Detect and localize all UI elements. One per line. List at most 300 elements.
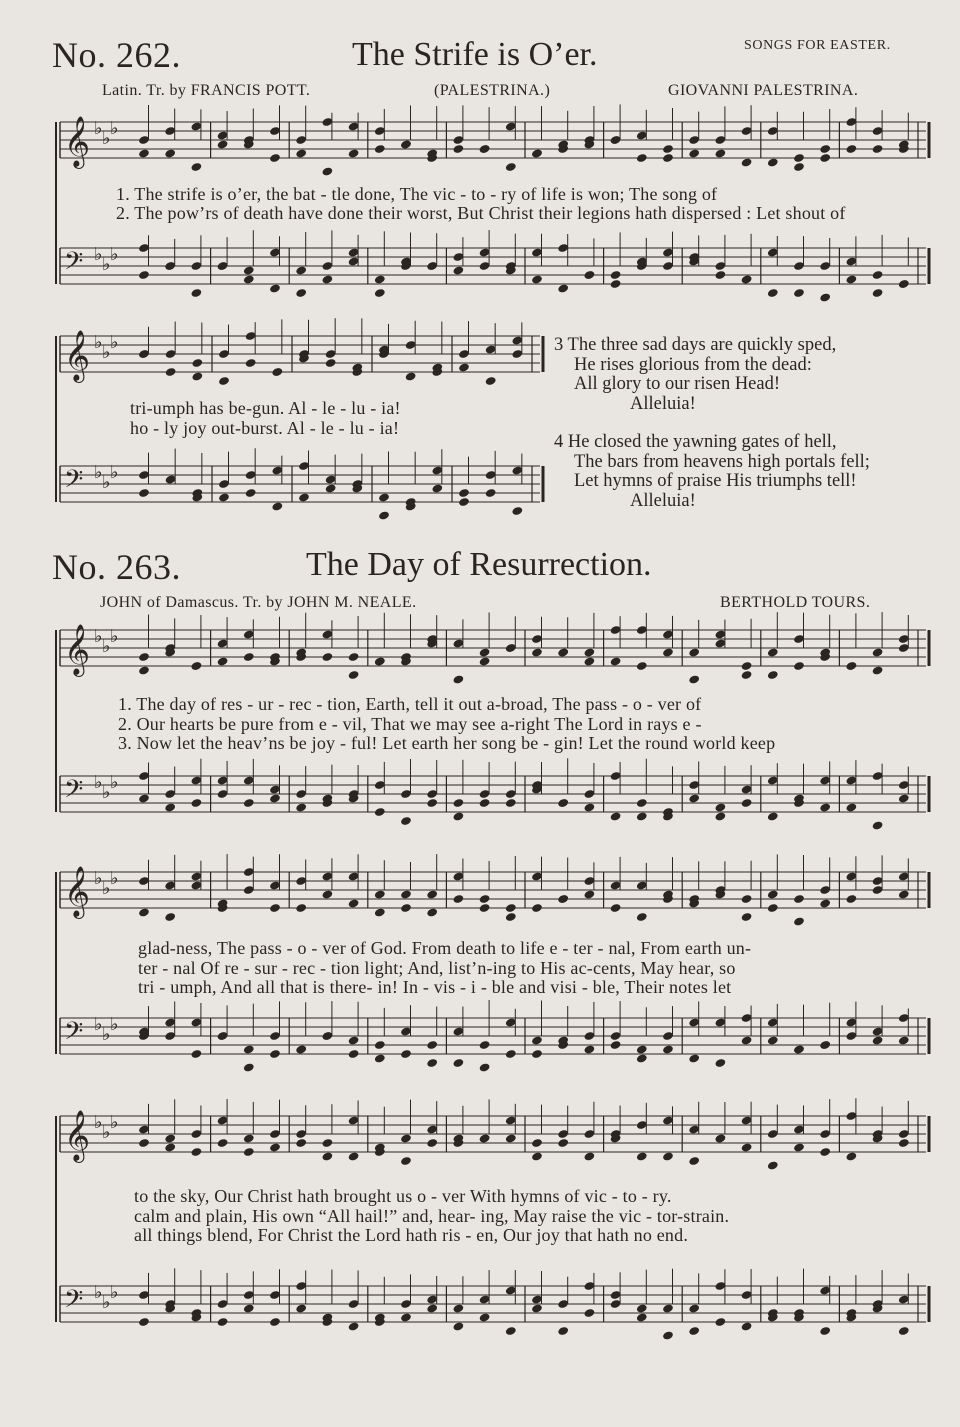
h263-system-2-treble-notehead [321, 889, 333, 899]
h263-system-2-bass-notehead [741, 1035, 753, 1045]
hymn-263-lyric-line: tri - umph, And all that is there- in! In - vis - i - ble and visi - ble, Their notes let [138, 977, 732, 997]
h263-system-3-treble-notehead [662, 1151, 674, 1161]
h263-system-2-bass-notehead [374, 1040, 386, 1050]
h263-system-2-treble-notehead [636, 912, 648, 922]
h263-system-3-bass-notehead [898, 1326, 910, 1336]
h262-system-1-bass-notehead [190, 288, 202, 298]
h263-system-1-treble-notehead [688, 647, 700, 657]
h263-system-3-bass-notehead [479, 1312, 491, 1322]
h263-system-2-treble-notehead [610, 903, 622, 913]
h263-system-2-bass-notehead [636, 1053, 648, 1063]
h263-system-2-bass-notehead [479, 1062, 491, 1072]
h263-system-3-treble-notehead [400, 1133, 412, 1143]
flat-icon: ♭ [110, 118, 119, 139]
h263-system-1-treble-notehead [845, 661, 857, 671]
h262-system-1-bass-notehead [819, 292, 831, 302]
h263-system-3-bass-notehead [217, 1317, 229, 1327]
h263-system-2-treble-notehead [400, 889, 412, 899]
h262-system-2-treble-notehead [485, 376, 497, 386]
h263-system-2-bass-notehead [348, 1049, 360, 1059]
flat-icon: ♭ [110, 1282, 119, 1303]
h263-system-1-bass-notehead [426, 798, 438, 808]
h263-system-2-bass-notehead [714, 1058, 726, 1068]
hymn-263-lyric-line: 2. Our hearts be pure from e - vil, That we may see a-right The Lord in rays e - [118, 714, 702, 734]
h263-system-2-bass-notehead [636, 1044, 648, 1054]
h263-system-2-bass-notehead [505, 1049, 517, 1059]
h263-system-2-treble-notehead [295, 903, 307, 913]
h263-system-3-bass-notehead [688, 1326, 700, 1336]
h263-system-3-bass-notehead [400, 1312, 412, 1322]
h263-system-1-bass-notehead [819, 802, 831, 812]
h263-system-3-treble-notehead [898, 1138, 910, 1148]
h262-system-1-treble-notehead [793, 153, 805, 163]
h263-system-2-treble-notehead [164, 912, 176, 922]
h263-system-1-bass-notehead [505, 798, 517, 808]
flat-icon: ♭ [102, 636, 111, 657]
h263-system-1-treble-notehead [348, 652, 360, 662]
h262-system-2-bass-notehead [511, 506, 523, 516]
h262-system-2-treble-notehead [325, 358, 337, 368]
h262-system-1-bass-notehead [295, 265, 307, 275]
h262-system-1-treble-notehead [819, 144, 831, 154]
h263-system-2-treble-notehead [583, 889, 595, 899]
hymn-263-lyric-line: 1. The day of res - ur - rec - tion, Earth, tell it out a-broad, The pass - o - ver of [118, 694, 702, 714]
h263-system-1-bass-notehead [898, 793, 910, 803]
h263-system-2-treble-notehead [348, 898, 360, 908]
h262-system-1-treble-notehead [819, 153, 831, 163]
h262-system-2-bass-notehead [325, 483, 337, 493]
h262-system-1-treble-notehead [505, 162, 517, 172]
h263-system-3-bass-notehead [269, 1317, 281, 1327]
h262-system-2-bass-notehead [458, 488, 470, 498]
h262-system-1-bass-notehead [295, 288, 307, 298]
h263-system-2-treble-notehead [741, 894, 753, 904]
h262-system-1-treble-notehead [348, 148, 360, 158]
h262-system-1-bass-notehead [872, 288, 884, 298]
h262-system-2-treble-notehead [405, 371, 417, 381]
h263-system-3-treble-notehead [845, 1151, 857, 1161]
h262-system-2-treble-notehead [458, 362, 470, 372]
h262-system-1-treble-notehead [636, 153, 648, 163]
h262-system-1-treble-notehead [400, 139, 412, 149]
h263-system-3-bass-notehead [741, 1321, 753, 1331]
h263-system-1-treble-notehead [557, 647, 569, 657]
h263-system-2-bass-notehead [348, 1035, 360, 1045]
flat-icon: ♭ [102, 1122, 111, 1143]
flat-icon: ♭ [110, 332, 119, 353]
h262-system-2-bass-notehead [378, 510, 390, 520]
treble-clef-icon: 𝄞 [64, 866, 91, 917]
h263-system-2-bass-notehead [819, 1040, 831, 1050]
flat-icon: ♭ [102, 878, 111, 899]
h263-system-2-treble-notehead [557, 894, 569, 904]
h263-system-1-bass-notehead [688, 793, 700, 803]
h263-system-3-treble-notehead [793, 1142, 805, 1152]
h263-system-1-treble-notehead [138, 665, 150, 675]
hymn-262-credit-right: GIOVANNI PALESTRINA. [668, 82, 859, 99]
h262-system-1-treble-notehead [714, 148, 726, 158]
h263-system-1-bass-notehead [269, 793, 281, 803]
hymn-263-title: The Day of Resurrection. [306, 546, 652, 583]
flat-icon: ♭ [102, 782, 111, 803]
h263-system-1-bass-notehead [845, 802, 857, 812]
h263-system-1-bass-notehead [610, 811, 622, 821]
treble-clef-icon: 𝄞 [64, 624, 91, 675]
h262-system-1-bass-notehead [845, 274, 857, 284]
h263-system-3-bass-notehead [138, 1317, 150, 1327]
verse-line: Alleluia! [630, 393, 696, 414]
h263-system-3-bass-notehead [714, 1317, 726, 1327]
h263-system-3-bass-notehead [636, 1303, 648, 1313]
h263-system-2-treble-notehead [400, 903, 412, 913]
flat-icon: ♭ [110, 868, 119, 889]
h263-system-1-treble-notehead [348, 670, 360, 680]
h263-system-1-treble-notehead [872, 665, 884, 675]
h263-system-1-treble-notehead [374, 656, 386, 666]
hymn-263-lyric-line: all things blend, For Christ the Lord hath ris - en, Our joy that hath no end. [134, 1225, 689, 1245]
h263-system-2-treble-notehead [898, 889, 910, 899]
h263-system-2-bass-notehead [400, 1049, 412, 1059]
h263-system-2-treble-notehead [426, 907, 438, 917]
treble-clef-icon: 𝄞 [64, 116, 91, 167]
h262-system-1-treble-notehead [793, 162, 805, 172]
h263-system-1-treble-notehead [688, 674, 700, 684]
h263-system-1-treble-notehead [243, 652, 255, 662]
h263-system-3-bass-notehead [243, 1303, 255, 1313]
h263-system-1-treble-notehead [767, 647, 779, 657]
h263-system-3-treble-notehead [636, 1151, 648, 1161]
section-label: SONGS FOR EASTER. [744, 38, 891, 53]
h263-system-3-treble-notehead [321, 1151, 333, 1161]
h263-system-2-treble-notehead [426, 889, 438, 899]
h263-system-3-treble-notehead [767, 1160, 779, 1170]
h263-system-1-treble-notehead [583, 647, 595, 657]
hymn-262-lyric-line: 1. The strife is o’er, the bat - tle done, The vic - to - ry of life is won; The song of [116, 184, 718, 204]
h262-system-2-bass-notehead [138, 488, 150, 498]
h262-system-1-treble-notehead [452, 144, 464, 154]
h262-system-1-treble-notehead [688, 148, 700, 158]
h263-system-3-treble-notehead [741, 1142, 753, 1152]
h263-system-1-bass-notehead [138, 793, 150, 803]
h263-system-2-treble-notehead [767, 889, 779, 899]
flat-icon: ♭ [94, 244, 103, 265]
h262-system-2-bass-notehead [458, 497, 470, 507]
h263-system-2-treble-notehead [793, 894, 805, 904]
flat-icon: ♭ [94, 118, 103, 139]
h263-system-1-bass-notehead [452, 811, 464, 821]
flat-icon: ♭ [110, 462, 119, 483]
h263-system-2-bass-notehead [479, 1040, 491, 1050]
h263-system-1-treble-notehead [636, 661, 648, 671]
h263-system-2-bass-notehead [243, 1062, 255, 1072]
h262-system-2-bass-notehead [298, 492, 310, 502]
h263-system-3-treble-notehead [348, 1151, 360, 1161]
verse-line: The bars from heavens high portals fell; [574, 451, 870, 472]
h263-system-2-bass-notehead [452, 1058, 464, 1068]
hymn-262-credit-left: Latin. Tr. by FRANCIS POTT. [102, 82, 311, 99]
h262-system-1-bass-notehead [243, 265, 255, 275]
h262-system-1-treble-notehead [845, 144, 857, 154]
h263-system-2-treble-notehead [374, 907, 386, 917]
h263-system-2-bass-notehead [688, 1053, 700, 1063]
h263-system-2-treble-notehead [269, 903, 281, 913]
h262-system-1-bass-notehead [793, 288, 805, 298]
flat-icon: ♭ [110, 1014, 119, 1035]
h263-system-3-bass-notehead [819, 1326, 831, 1336]
flat-icon: ♭ [110, 772, 119, 793]
h263-system-3-bass-notehead [452, 1303, 464, 1313]
h262-system-1-treble-notehead [138, 148, 150, 158]
h263-system-3-treble-notehead [243, 1147, 255, 1157]
h263-system-2-treble-notehead [479, 894, 491, 904]
hymn-262-lyric-line: 2. The pow’rs of death have done their worst, But Christ their legions hath dispersed : Let shout of [116, 203, 846, 223]
h262-system-2-treble-notehead [191, 358, 203, 368]
h262-system-1-treble-notehead [374, 144, 386, 154]
flat-icon: ♭ [94, 772, 103, 793]
h263-system-3-bass-notehead [426, 1303, 438, 1313]
h262-system-2-bass-notehead [431, 483, 443, 493]
flat-icon: ♭ [110, 1112, 119, 1133]
h262-system-1-treble-notehead [872, 144, 884, 154]
h263-system-1-treble-notehead [767, 670, 779, 680]
h262-system-1-treble-notehead [217, 139, 229, 149]
bass-clef-icon: 𝄢 [64, 1017, 84, 1052]
h263-system-3-treble-notehead [557, 1138, 569, 1148]
h262-system-1-bass-notehead [321, 274, 333, 284]
hymn-263-lyric-line: 3. Now let the heav’ns be joy - ful! Let earth her song be - gin! Let the round world keep [118, 733, 776, 753]
h263-system-3-treble-notehead [583, 1151, 595, 1161]
h263-system-3-treble-notehead [243, 1133, 255, 1143]
h263-system-1-treble-notehead [662, 647, 674, 657]
h263-system-3-bass-notehead [557, 1326, 569, 1336]
h262-system-1-treble-notehead [164, 148, 176, 158]
flat-icon: ♭ [94, 1014, 103, 1035]
h263-system-3-treble-notehead [164, 1133, 176, 1143]
hymn-262-lyric-line: ho - ly joy out-burst. Al - le - lu - ia! [130, 418, 400, 438]
verse-line: He rises glorious from the dead: [574, 354, 812, 375]
h262-system-1-bass-notehead [138, 270, 150, 280]
flat-icon: ♭ [102, 1292, 111, 1313]
flat-icon: ♭ [94, 332, 103, 353]
h262-system-2-bass-notehead [245, 488, 257, 498]
h263-system-2-bass-notehead [374, 1053, 386, 1063]
h262-system-1-bass-notehead [610, 270, 622, 280]
h263-system-3-treble-notehead [138, 1138, 150, 1148]
h263-system-3-treble-notehead [217, 1138, 229, 1148]
h263-system-3-treble-notehead [688, 1156, 700, 1166]
h263-system-3-bass-notehead [662, 1330, 674, 1340]
h263-system-1-bass-notehead [295, 802, 307, 812]
verse-line: Alleluia! [630, 490, 696, 511]
h262-system-2-treble-notehead [191, 371, 203, 381]
h263-system-2-bass-notehead [269, 1049, 281, 1059]
h263-system-1-bass-notehead [767, 811, 779, 821]
h263-system-1-bass-notehead [557, 798, 569, 808]
h263-system-2-bass-notehead [295, 1044, 307, 1054]
h263-system-3-treble-notehead [426, 1138, 438, 1148]
h263-system-2-treble-notehead [452, 894, 464, 904]
h263-system-3-treble-notehead [164, 1142, 176, 1152]
flat-icon: ♭ [94, 1112, 103, 1133]
h263-system-3-treble-notehead [190, 1147, 202, 1157]
h263-system-1-treble-notehead [479, 647, 491, 657]
h262-system-1-bass-notehead [872, 270, 884, 280]
h263-system-1-bass-notehead [714, 811, 726, 821]
bass-clef-icon: 𝄢 [64, 1285, 84, 1320]
h263-system-3-treble-notehead [819, 1147, 831, 1157]
h263-system-3-bass-notehead [452, 1321, 464, 1331]
h262-system-2-bass-notehead [271, 501, 283, 511]
h263-system-2-treble-notehead [505, 903, 517, 913]
h263-system-1-treble-notehead [872, 647, 884, 657]
h262-system-2-bass-notehead [485, 488, 497, 498]
h262-system-1-treble-notehead [321, 166, 333, 176]
h263-system-3-bass-notehead [505, 1326, 517, 1336]
h263-system-1-bass-notehead [714, 802, 726, 812]
flat-icon: ♭ [110, 626, 119, 647]
h262-system-1-treble-notehead [531, 148, 543, 158]
h263-system-3-treble-notehead [400, 1156, 412, 1166]
h263-system-2-bass-notehead [243, 1044, 255, 1054]
h263-system-2-bass-notehead [426, 1040, 438, 1050]
flat-icon: ♭ [102, 472, 111, 493]
h263-system-1-treble-notehead [741, 661, 753, 671]
h263-system-1-treble-notehead [531, 647, 543, 657]
h263-system-2-bass-notehead [583, 1044, 595, 1054]
verse-line: 4 He closed the yawning gates of hell, [554, 432, 837, 452]
flat-icon: ♭ [94, 626, 103, 647]
h262-system-1-bass-notehead [610, 279, 622, 289]
h262-system-1-treble-notehead [662, 144, 674, 154]
h263-system-2-treble-notehead [138, 907, 150, 917]
h262-system-2-treble-notehead [165, 367, 177, 377]
hymn-262-title: The Strife is O’er. [352, 36, 598, 73]
h263-system-1-treble-notehead [217, 656, 229, 666]
h262-system-1-bass-notehead [243, 274, 255, 284]
h262-system-1-bass-notehead [374, 274, 386, 284]
h263-system-1-treble-notehead [479, 656, 491, 666]
h263-system-1-bass-notehead [479, 798, 491, 808]
h262-system-2-bass-notehead [218, 492, 230, 502]
h263-system-1-treble-notehead [138, 652, 150, 662]
h262-system-1-bass-notehead [714, 270, 726, 280]
h263-system-2-treble-notehead [741, 912, 753, 922]
hymn-262-lyric-line: tri-umph has be-gun. Al - le - lu - ia! [130, 398, 401, 418]
hymn-263-lyric-line: to the sky, Our Christ hath brought us o - ver With hymns of vic - to - ry. [134, 1186, 672, 1206]
flat-icon: ♭ [102, 1024, 111, 1045]
h263-system-2-bass-notehead [872, 1035, 884, 1045]
flat-icon: ♭ [94, 868, 103, 889]
treble-clef-icon: 𝄞 [64, 1110, 91, 1161]
h263-system-2-bass-notehead [190, 1049, 202, 1059]
h263-system-1-treble-notehead [190, 661, 202, 671]
h263-system-3-bass-notehead [583, 1308, 595, 1318]
h263-system-2-treble-notehead [767, 903, 779, 913]
h262-system-1-treble-notehead [479, 144, 491, 154]
h263-system-2-treble-notehead [793, 916, 805, 926]
h262-system-1-treble-notehead [295, 148, 307, 158]
hymn-263-lyric-line: glad-ness, The pass - o - ver of God. From death to life e - ter - nal, From earth un- [138, 938, 752, 958]
h263-system-1-bass-notehead [164, 802, 176, 812]
h263-system-2-treble-notehead [531, 903, 543, 913]
h262-system-1-bass-notehead [531, 274, 543, 284]
verse-line: 3 The three sad days are quickly sped, [554, 335, 837, 355]
h263-system-3-bass-notehead [662, 1303, 674, 1313]
h262-system-1-bass-notehead [741, 274, 753, 284]
hymn-262-number: No. 262. [52, 35, 181, 75]
flat-icon: ♭ [94, 462, 103, 483]
h263-system-3-bass-notehead [348, 1321, 360, 1331]
h262-system-1-bass-notehead [269, 283, 281, 293]
bass-clef-icon: 𝄢 [64, 775, 84, 810]
h263-system-2-bass-notehead [898, 1035, 910, 1045]
bass-clef-icon: 𝄢 [64, 247, 84, 282]
h262-system-2-treble-notehead [245, 358, 257, 368]
h262-system-1-treble-notehead [741, 157, 753, 167]
h263-system-3-bass-notehead [531, 1303, 543, 1313]
h262-system-1-treble-notehead [767, 157, 779, 167]
h263-system-2-treble-notehead [479, 903, 491, 913]
h263-system-1-treble-notehead [452, 674, 464, 684]
hymn-263-lyric-line: calm and plain, His own “All hail!” and, hear- ing, May raise the vic - tor-strain. [134, 1206, 730, 1226]
h262-system-2-treble-notehead [271, 367, 283, 377]
h263-system-2-bass-notehead [793, 1044, 805, 1054]
h262-system-1-bass-notehead [452, 265, 464, 275]
h262-system-1-bass-notehead [583, 270, 595, 280]
h263-system-1-bass-notehead [400, 816, 412, 826]
flat-icon: ♭ [110, 244, 119, 265]
h263-system-3-treble-notehead [269, 1142, 281, 1152]
h263-system-2-bass-notehead [531, 1049, 543, 1059]
h263-system-2-bass-notehead [610, 1040, 622, 1050]
h263-system-3-treble-notehead [714, 1133, 726, 1143]
h263-system-1-bass-notehead [243, 798, 255, 808]
h263-system-3-treble-notehead [321, 1138, 333, 1148]
h263-system-1-bass-notehead [452, 798, 464, 808]
flat-icon: ♭ [94, 1282, 103, 1303]
bass-clef-icon: 𝄢 [64, 465, 84, 500]
h263-system-1-bass-notehead [583, 802, 595, 812]
h262-system-1-treble-notehead [269, 153, 281, 163]
h263-system-2-bass-notehead [767, 1035, 779, 1045]
h263-system-3-treble-notehead [295, 1138, 307, 1148]
h262-system-1-bass-notehead [898, 279, 910, 289]
h263-system-2-treble-notehead [505, 912, 517, 922]
h263-system-3-treble-notehead [531, 1151, 543, 1161]
h263-system-1-treble-notehead [583, 656, 595, 666]
verse-line: All glory to our risen Head! [574, 374, 781, 394]
h263-system-1-bass-notehead [636, 811, 648, 821]
h263-system-1-bass-notehead [190, 798, 202, 808]
h263-system-2-bass-notehead [662, 1044, 674, 1054]
h262-system-1-bass-notehead [374, 288, 386, 298]
hymn-263-credit-left: JOHN of Damascus. Tr. by JOHN M. NEALE. [100, 594, 417, 611]
h263-system-1-bass-notehead [741, 798, 753, 808]
treble-clef-icon: 𝄞 [64, 330, 91, 381]
h262-system-1-treble-notehead [190, 162, 202, 172]
h263-system-3-treble-notehead [531, 1138, 543, 1148]
h263-system-1-treble-notehead [321, 652, 333, 662]
hymn-263-credit-right: BERTHOLD TOURS. [720, 594, 871, 611]
h263-system-2-treble-notehead [374, 889, 386, 899]
h263-system-3-bass-notehead [295, 1303, 307, 1313]
h263-system-2-bass-notehead [426, 1058, 438, 1068]
h263-system-3-treble-notehead [479, 1133, 491, 1143]
h263-system-2-bass-notehead [531, 1035, 543, 1045]
h263-system-1-bass-notehead [872, 820, 884, 830]
h263-system-1-treble-notehead [793, 661, 805, 671]
h263-system-3-treble-notehead [505, 1133, 517, 1143]
